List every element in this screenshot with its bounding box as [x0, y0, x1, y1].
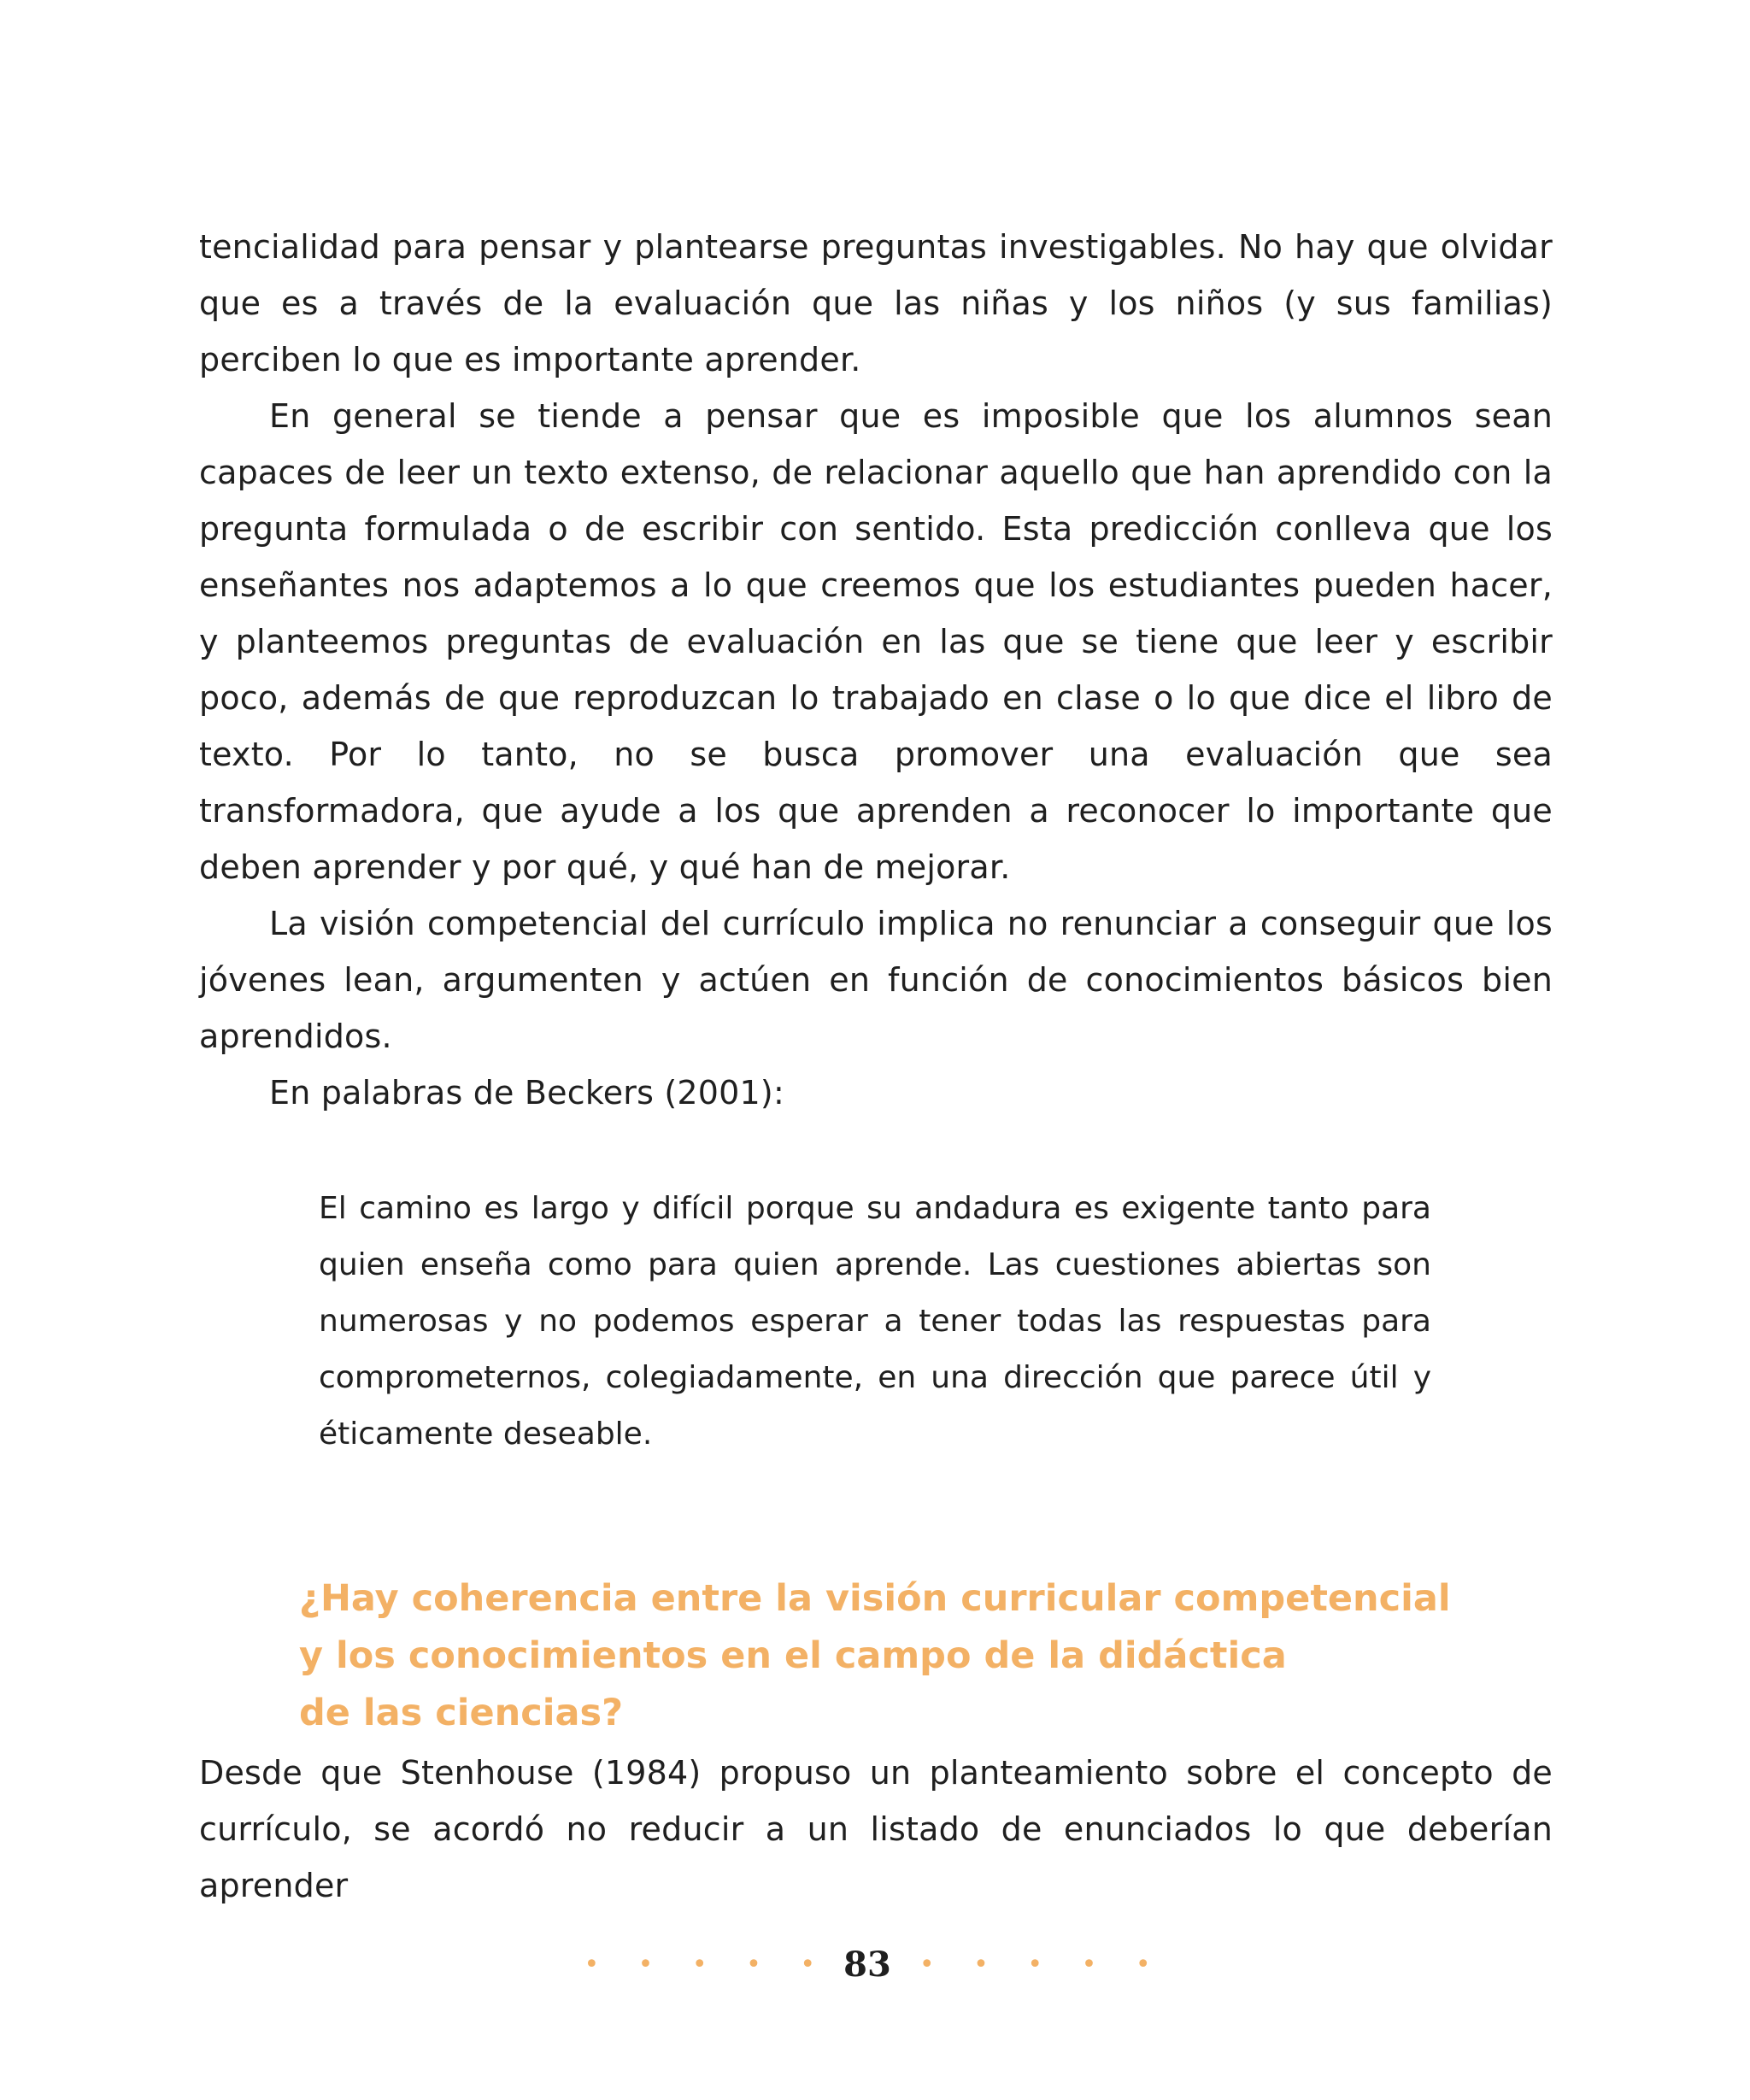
- paragraph-quote-intro: En palabras de Beckers (2001):: [269, 1074, 784, 1112]
- paragraph-evaluation: En general se tiende a pensar que es imposible que los alumnos sean capaces de leer un texto extenso, de relacionar aquello que han aprendido con la pregunta formulada o de escribir con sentido. Esta predicción conlleva que los enseñantes nos adaptemos a lo que creemos que los estudiantes pueden hacer, y planteemos preguntas de evaluación en las que se tiene que leer y escribir poco, además de que reproduzcan lo trabajado en clase o lo que dice el libro de texto. Por lo tanto, no se busca promover una evaluación que sea transformadora, que ayude a los que aprenden a reconocer lo importante que deben aprender y por qué, y qué han de mejorar.: [199, 397, 1553, 886]
- paragraph-stenhouse: Desde que Stenhouse (1984) propuso un planteamiento sobre el concepto de currículo, se acordó no reducir a un listado de enunciados lo que deberían aprender: [199, 1754, 1553, 1904]
- page-footer: [0, 1945, 1750, 1996]
- paragraph-competential-vision: La visión competencial del currículo implica no renunciar a conseguir que los jóvenes lean, argumenten y actúen en función de conocimientos básicos bien aprendidos.: [199, 905, 1553, 1055]
- paragraph-continuation: tencialidad para pensar y plantearse preguntas investigables. No hay que olvidar que es a través de la evaluación que las niñas y los niños (y sus familias) perciben lo que es importante aprender.: [199, 228, 1553, 378]
- footer-dots-right: • • • • •: [919, 1950, 1166, 1980]
- section-heading: [299, 1570, 1495, 1742]
- block-quote: El camino es largo y difícil porque su andadura es exigente tanto para quien enseña como para quien aprende. Las cuestiones abiertas son numerosas y no podemos esperar a tener todas las respuestas para comprometernos, colegiadamente, en una dirección que parece útil y éticamente deseable.: [319, 1191, 1431, 1452]
- body-text-bottom: [199, 1745, 1553, 1914]
- section-heading-line-2: y los conocimientos en el campo de la didáctica: [299, 1634, 1287, 1677]
- page-number: 83: [843, 1945, 891, 1985]
- body-text-top: [199, 219, 1553, 1121]
- section-heading-line-1: ¿Hay coherencia entre la visión curricular competencial: [299, 1577, 1451, 1620]
- footer-dots-left: • • • • •: [584, 1950, 831, 1980]
- section-heading-line-3: de las ciencias?: [299, 1692, 624, 1734]
